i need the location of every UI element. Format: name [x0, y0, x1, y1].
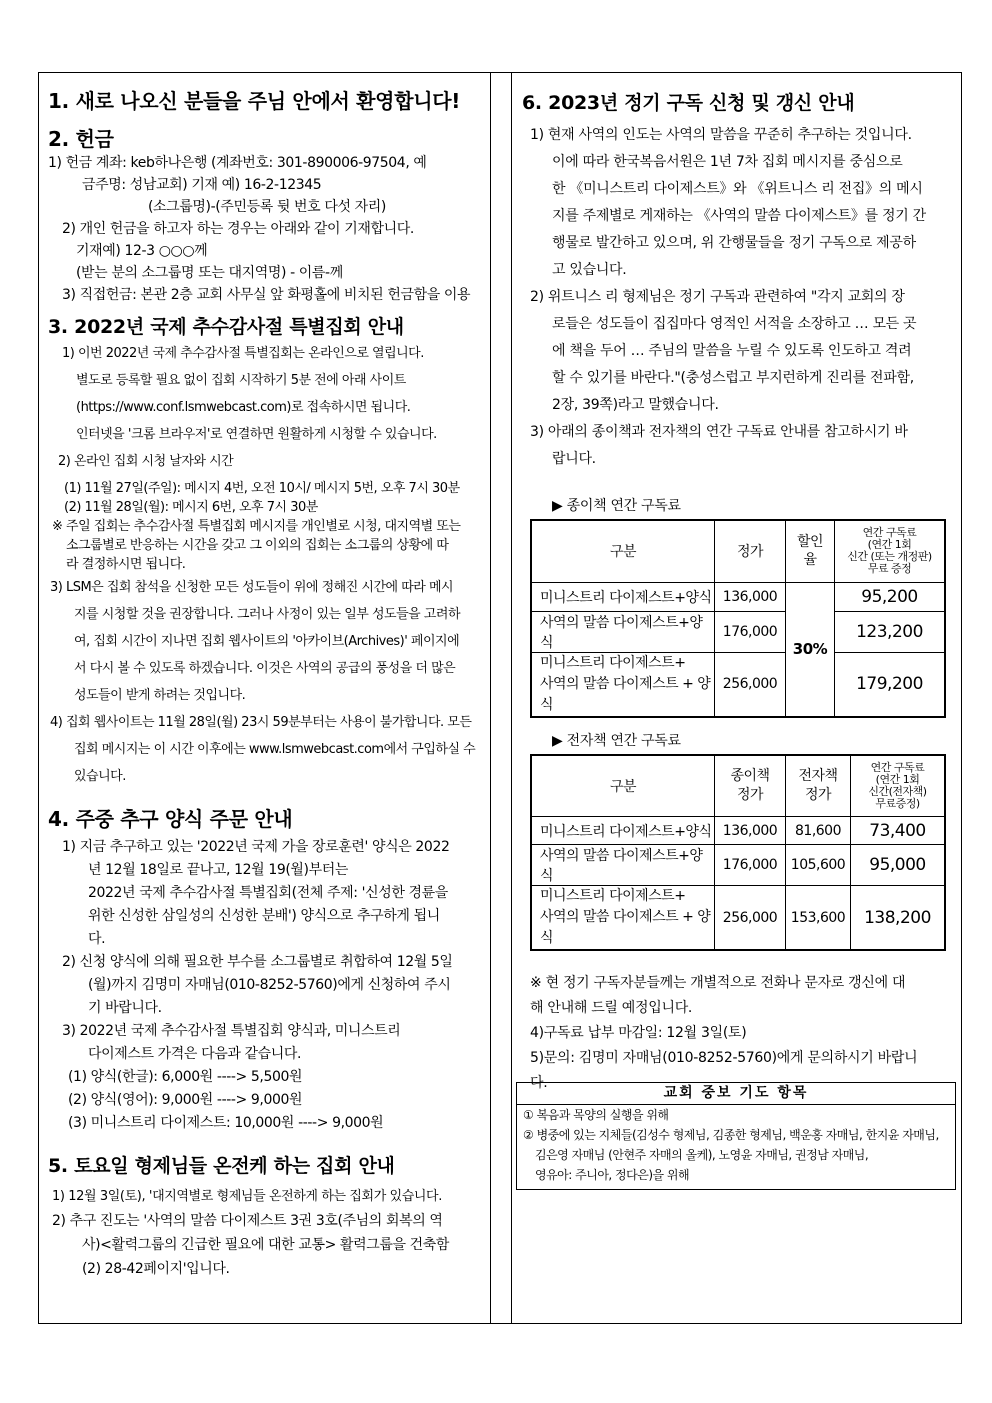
product-text: 미니스트리 다이제스트+: [540, 888, 686, 904]
text-line: 3) 아래의 종이책과 전자책의 연간 구독료 안내를 참고하시기 바: [530, 424, 908, 440]
text-line: 별도로 등록할 필요 없이 집회 시작하기 5분 전에 아래 사이트: [76, 373, 406, 388]
text-line: (소그룹명)-(주민등록 뒷 번호 다섯 자리): [148, 199, 386, 215]
left-column: [48, 86, 486, 1281]
header-text: (연간 1회: [867, 538, 912, 552]
text-line: 다.: [88, 931, 106, 947]
header-cell: [851, 755, 946, 817]
contact-line: 5)문의: 김명미 자매님(010-8252-5760)에게 문의하시기 바랍니: [530, 1050, 918, 1066]
ebook-price-cell: 105,600: [786, 845, 851, 886]
section-2-title: 2. 헌금: [48, 127, 114, 151]
header-cell: 구분: [531, 755, 715, 817]
product-cell: 사역의 말씀 다이제스트+양식: [531, 611, 715, 652]
right-column: [522, 86, 950, 1096]
price-line: (1) 양식(한글): 6,000원 ----> 5,500원: [68, 1069, 303, 1085]
prayer-item: 김은영 자매님 (안현주 자매의 올케), 노영윤 자매님, 권정남 자매님,: [535, 1148, 869, 1162]
text-line: 랍니다.: [552, 451, 596, 467]
header-text: 무료증정): [875, 796, 920, 810]
header-text: 신간 (또는 개정판): [847, 550, 932, 564]
text-line: 고 있습니다.: [552, 262, 627, 278]
text-line: 지를 주제별로 게재하는 《사역의 말씀 다이제스트》를 정기 간: [552, 208, 926, 224]
note-line: 해 안내해 드릴 예정입니다.: [530, 1000, 693, 1016]
section-4-body: [48, 836, 486, 1135]
ebook-fee-table: [530, 754, 946, 952]
text-line: 2) 신청 양식에 의해 필요한 부수를 소그룹별로 취합하여 12월 5일: [62, 954, 453, 970]
schedule-line: (1) 11월 27일(주일): 메시지 4번, 오전 10시/ 메시지 5번, 오후 7시 30분: [64, 481, 460, 496]
ebook-price-cell: 81,600: [786, 817, 851, 845]
text-line: 할 수 있기를 바란다."(충성스럽고 부지런하게 진리를 전파함,: [552, 370, 914, 386]
header-text: (연간 1회: [875, 772, 920, 786]
text-line: 이에 따라 한국복음서원은 1년 7차 집회 메시지를 중심으로: [552, 154, 903, 170]
product-text: 사역의 말씀 다이제스트 + 양식: [540, 909, 711, 946]
text-line: 기재예) 12-3 ○○○께: [76, 243, 208, 259]
header-cell: [835, 520, 946, 582]
section-6-body: [522, 122, 950, 473]
price-cell: 136,000: [715, 582, 786, 611]
text-line: 2장, 39쪽)라고 말했습니다.: [552, 397, 719, 413]
note-line: ※ 현 정기 구독자분들께는 개별적으로 전화나 문자로 갱신에 대: [530, 975, 906, 991]
price-line: (2) 양식(영어): 9,000원 ----> 9,000원: [68, 1092, 303, 1108]
table-row: [531, 582, 945, 611]
text-line: 2022년 국제 추수감사절 특별집회(전체 주제: '신성한 경륜을: [88, 885, 448, 901]
prayer-box: [516, 1082, 956, 1190]
text-line: (2) 28-42페이지'입니다.: [82, 1261, 230, 1277]
section-4-title: 4. 주중 추구 양식 주문 안내: [48, 807, 293, 831]
price-cell: 136,000: [715, 817, 786, 845]
header-text: 무료 증정: [867, 562, 912, 576]
note-line: ※ 주일 집회는 추수감사절 특별집회 메시지를 개인별로 시청, 대지역별 또는: [52, 519, 461, 534]
paper-table-title: ▶ 종이책 연간 구독료: [552, 498, 681, 514]
text-line: 다이제스트 가격은 다음과 같습니다.: [88, 1046, 302, 1062]
prayer-item: 영유아: 주니아, 정다은)을 위해: [535, 1168, 690, 1182]
product-cell: [531, 886, 715, 951]
fee-cell: 95,200: [835, 582, 946, 611]
text-line: 행물로 발간하고 있으며, 위 간행물들을 정기 구독으로 제공하: [552, 235, 916, 251]
text-line: 1) 현재 사역의 인도는 사역의 말씀을 꾸준히 추구하는 것입니다.: [530, 127, 912, 143]
text-line: 에 책을 두어 … 주님의 말씀을 누릴 수 있도록 인도하고 격려: [552, 343, 912, 359]
note-line: 라 결정하시면 됩니다.: [66, 557, 186, 572]
text-line: 집회 메시지는 이 시간 이후에는 www.lsmwebcast.com에서 구입하실 수: [74, 742, 476, 757]
offering-account: 1) 헌금 계좌: keb하나은행 (계좌번호: 301-890006-97504, 예: [48, 155, 427, 171]
prayer-item: ① 복음과 목양의 실행을 위해: [523, 1108, 669, 1122]
personal-offering: 2) 개인 헌금을 하고자 하는 경우는 아래와 같이 기재합니다.: [62, 221, 414, 237]
header-text: 신간(전자책): [868, 784, 927, 798]
text-line: 있습니다.: [74, 769, 126, 784]
header-text: 전자책: [798, 767, 838, 784]
table-row: [531, 652, 945, 717]
header-text: 정가: [804, 786, 832, 803]
text-line: 인터넷을 '크롬 브라우저'로 연결하면 원활하게 시청할 수 있습니다.: [76, 427, 437, 442]
text-line: 4) 집회 웹사이트는 11월 28일(월) 23시 59분부터는 사용이 불가합니다. 모든: [50, 715, 472, 730]
price-cell: 256,000: [715, 886, 786, 951]
ebook-table-title: ▶ 전자책 연간 구독료: [552, 732, 681, 749]
text-line: 기 바랍니다.: [88, 1000, 162, 1016]
text-line: (받는 분의 소그룹명 또는 대지역명) - 이름-께: [76, 265, 343, 281]
price-cell: 176,000: [715, 611, 786, 652]
section-5-title: 5. 토요일 형제님들 온전케 하는 집회 안내: [48, 1155, 395, 1177]
text-line: 년 12월 18일로 끝나고, 12월 19(월)부터는: [88, 862, 348, 878]
text-line: 서 다시 볼 수 있도록 하겠습니다. 이것은 사역의 공급의 풍성을 더 많은: [74, 661, 456, 676]
product-text: 사역의 말씀 다이제스트 + 양식: [540, 675, 711, 713]
section-2-body: [48, 152, 486, 306]
table-row: [531, 611, 945, 652]
text-line: 위한 신성한 삼일성의 신성한 분배') 양식으로 추구하게 됩니: [88, 908, 440, 924]
header-cell: [786, 755, 851, 817]
header-text: 종이책: [730, 767, 770, 784]
table-header: [531, 755, 945, 817]
subscription-notes: [522, 971, 950, 1096]
section-3-title: 3. 2022년 국제 추수감사절 특별집회 안내: [48, 316, 404, 338]
fee-cell: 179,200: [835, 652, 946, 717]
header-cell: 구분: [531, 520, 715, 582]
product-cell: 미니스트리 다이제스트+양식: [531, 817, 715, 845]
text-line: 금주명: 성남교회) 기재 예) 16-2-12345: [82, 177, 322, 193]
product-cell: 사역의 말씀 다이제스트+양식: [531, 845, 715, 886]
discount-cell: 30%: [786, 582, 835, 717]
contact-line: 다.: [530, 1075, 548, 1091]
site-url: (https://www.conf.lsmwebcast.com)로 접속하시면 됩니다.: [76, 400, 411, 415]
fee-cell: 138,200: [851, 886, 946, 951]
fee-cell: 73,400: [851, 817, 946, 845]
fee-cell: 123,200: [835, 611, 946, 652]
text-line: 한 《미니스트리 다이제스트》와 《위트니스 리 전집》의 메시: [552, 181, 923, 197]
price-cell: 256,000: [715, 652, 786, 717]
text-line: 1) 12월 3일(토), '대지역별로 형제님들 온전하게 하는 집회가 있습니다.: [52, 1189, 442, 1204]
table-row: [531, 817, 945, 845]
note-line: 소그룹별로 반응하는 시간을 갖고 그 이외의 집회는 소그룹의 상황에 따: [66, 538, 449, 553]
header-cell: [786, 520, 835, 582]
product-cell: [531, 652, 715, 717]
header-text: 정가: [736, 786, 764, 803]
section-3-body: [48, 340, 486, 790]
text-line: 사)<활력그룹의 긴급한 필요에 대한 교통> 활력그룹을 건축함: [82, 1237, 449, 1253]
fee-cell: 95,000: [851, 845, 946, 886]
header-text: 연간 구독료: [862, 526, 917, 540]
column-divider: [490, 72, 512, 1324]
prayer-title: 교회 중보 기도 항목: [517, 1083, 955, 1105]
direct-offering: 3) 직접헌금: 본관 2층 교회 사무실 앞 화평홀에 비치된 헌금함을 이용: [62, 287, 471, 303]
table-header: [531, 520, 945, 582]
text-line: 로들은 성도들이 집집마다 영적인 서적을 소장하고 … 모든 곳: [552, 316, 917, 332]
text-line: 여, 집회 시간이 지나면 집회 웹사이트의 '아카이브(Archives)' 페이지에: [74, 634, 460, 649]
text-line: 2) 온라인 집회 시청 날자와 시간: [58, 454, 234, 469]
section-1-title: 1. 새로 나오신 분들을 주님 안에서 환영합니다!: [48, 89, 461, 113]
product-cell: 미니스트리 다이제스트+양식: [531, 582, 715, 611]
text-line: (월)까지 김명미 자매님(010-8252-5760)에게 신청하여 주시: [88, 977, 451, 993]
text-line: 2) 위트니스 리 형제님은 정기 구독과 관련하여 "각지 교회의 장: [530, 289, 905, 305]
text-line: 2) 추구 진도는 '사역의 말씀 다이제스트 3권 3호(주님의 회복의 역: [52, 1213, 443, 1229]
text-line: 3) 2022년 국제 추수감사절 특별집회 양식과, 미니스트리: [62, 1023, 401, 1039]
paper-fee-table: [530, 519, 946, 718]
header-text: 율: [803, 552, 817, 569]
header-text: 연간 구독료: [870, 760, 925, 774]
ebook-price-cell: 153,600: [786, 886, 851, 951]
text-line: 1) 이번 2022년 국제 추수감사절 특별집회는 온라인으로 열립니다.: [62, 346, 424, 361]
text-line: 1) 지금 추구하고 있는 '2022년 국제 가을 장로훈련' 양식은 2022: [62, 839, 450, 855]
price-cell: 176,000: [715, 845, 786, 886]
header-cell: [715, 755, 786, 817]
table-row: [531, 886, 945, 951]
text-line: 성도들이 받게 하려는 것입니다.: [74, 688, 246, 703]
section-6-title: 6. 2023년 정기 구독 신청 및 갱신 안내: [522, 92, 855, 114]
table-row: [531, 845, 945, 886]
schedule-line: (2) 11월 28일(월): 메시지 6번, 오후 7시 30분: [64, 500, 318, 515]
text-line: 지를 시청할 것을 권장합니다. 그러나 사정이 있는 일부 성도들을 고려하: [74, 607, 461, 622]
section-5-body: [48, 1185, 486, 1281]
product-text: 미니스트리 다이제스트+: [540, 654, 686, 671]
price-line: (3) 미니스트리 다이제스트: 10,000원 ----> 9,000원: [68, 1115, 384, 1131]
header-cell: 정가: [715, 520, 786, 582]
header-text: 할인: [796, 534, 824, 551]
deadline-line: 4)구독료 납부 마감일: 12월 3일(토): [530, 1025, 747, 1041]
text-line: 3) LSM은 집회 참석을 신청한 모든 성도들이 위에 정해진 시간에 따라 메시: [50, 580, 454, 595]
prayer-item: ② 병중에 있는 지체들(김성수 형제님, 김종한 형제님, 백운홍 자매님, 한지윤 자매님,: [523, 1128, 939, 1142]
